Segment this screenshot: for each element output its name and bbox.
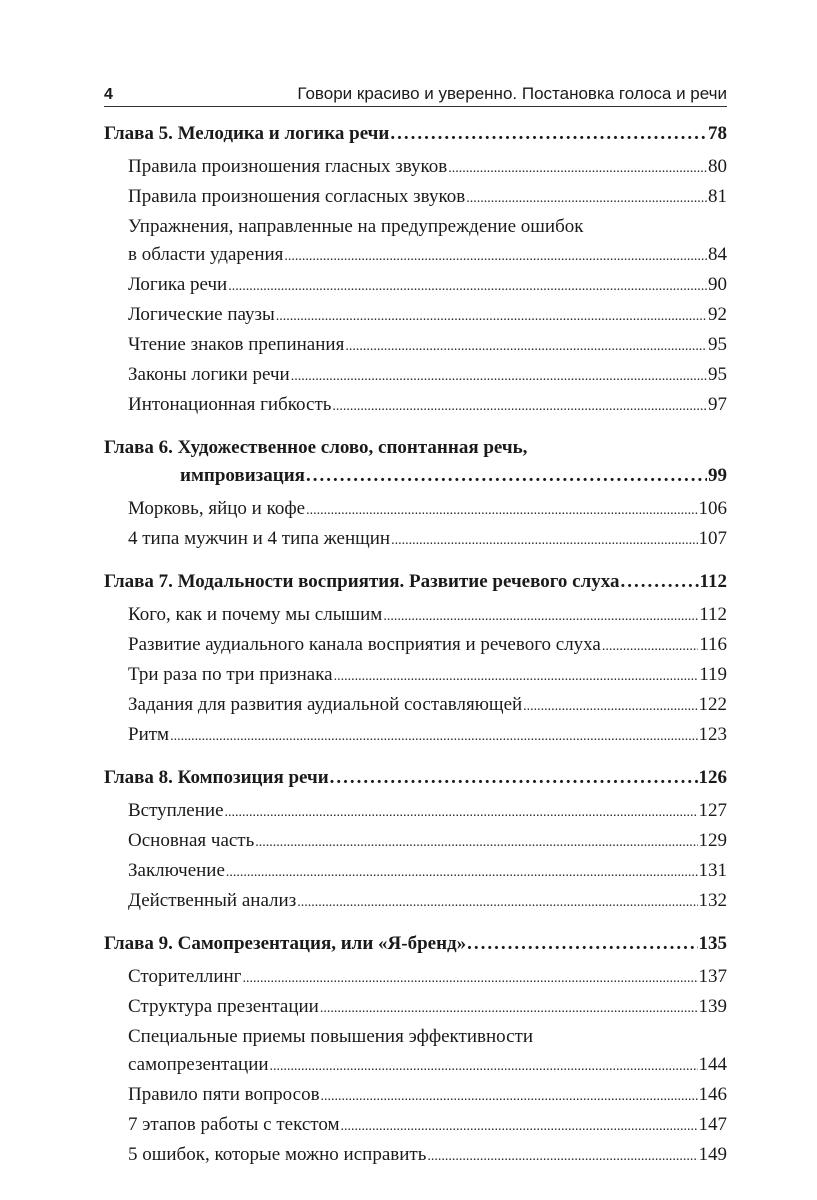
- toc-item[interactable]: [128, 827, 727, 857]
- dot-leader: [306, 497, 697, 525]
- item-page: 116: [699, 634, 727, 655]
- toc-item[interactable]: [128, 691, 727, 721]
- dot-leader: [255, 829, 697, 857]
- header-rule: [104, 106, 727, 107]
- item-page: 119: [699, 664, 727, 685]
- dot-leader: [306, 462, 707, 490]
- item-page: 107: [698, 528, 727, 549]
- dot-leader: [321, 1083, 698, 1111]
- item-title: Сторителлинг: [128, 966, 242, 987]
- item-page: 90: [708, 274, 727, 295]
- item-title: Законы логики речи: [128, 364, 290, 385]
- dot-leader: [242, 965, 697, 993]
- dot-leader: [467, 930, 697, 958]
- toc-item[interactable]: [128, 601, 727, 631]
- dot-leader: [228, 273, 707, 301]
- item-page: 146: [698, 1084, 727, 1105]
- chapter-title: Глава 9. Самопрезентация, или «Я-бренд»: [104, 933, 467, 954]
- toc-item[interactable]: [128, 331, 727, 361]
- dot-leader: [620, 568, 698, 596]
- item-title: 5 ошибок, которые можно исправить: [128, 1144, 427, 1165]
- chapter-title: Глава 8. Композиция речи: [104, 767, 329, 788]
- chapter-page: 135: [698, 933, 727, 954]
- toc-item[interactable]: [128, 391, 727, 421]
- dot-leader: [341, 1113, 698, 1141]
- item-page: 149: [698, 1144, 727, 1165]
- dot-leader: [448, 155, 707, 183]
- item-page: 81: [708, 186, 727, 207]
- item-title: 4 типа мужчин и 4 типа женщин: [128, 528, 391, 549]
- dot-leader: [225, 799, 698, 827]
- item-title: Правила произношения согласных звуков: [128, 186, 466, 207]
- dot-leader: [270, 1053, 698, 1081]
- toc-item[interactable]: [128, 153, 727, 183]
- item-title: Правило пяти вопросов: [128, 1084, 320, 1105]
- dot-leader: [297, 889, 697, 917]
- chapter-title: Глава 5. Мелодика и логика речи: [104, 123, 390, 144]
- toc-chapter-8[interactable]: [104, 764, 727, 792]
- chapter-title: Глава 7. Модальности восприятия. Развитие речевого слуха: [104, 571, 620, 592]
- item-page: 127: [698, 800, 727, 821]
- item-title: Структура презентации: [128, 996, 319, 1017]
- toc-item[interactable]: [128, 271, 727, 301]
- item-title: Логические паузы: [128, 304, 275, 325]
- item-page: 80: [708, 156, 727, 177]
- item-page: 95: [708, 364, 727, 385]
- toc-chapter-5[interactable]: [104, 120, 727, 148]
- item-page: 122: [698, 694, 727, 715]
- dot-leader: [320, 995, 698, 1023]
- item-title-line1: Специальные приемы повышения эффективности: [128, 1026, 534, 1047]
- dot-leader: [345, 333, 707, 361]
- item-title: 7 этапов работы с текстом: [128, 1114, 340, 1135]
- item-title: Заключение: [128, 860, 225, 881]
- page-number: 4: [104, 86, 113, 103]
- item-title: Морковь, яйцо и кофе: [128, 498, 306, 519]
- toc-item[interactable]: [128, 495, 727, 525]
- dot-leader: [332, 393, 707, 421]
- item-page: 97: [708, 394, 727, 415]
- item-page: 123: [698, 724, 727, 745]
- item-title: Вступление: [128, 800, 224, 821]
- toc-chapter-7[interactable]: [104, 568, 727, 596]
- item-title: Задания для развития аудиальной составляющей: [128, 694, 523, 715]
- dot-leader: [390, 120, 707, 148]
- dot-leader: [427, 1143, 697, 1171]
- item-title: в области ударения: [128, 244, 284, 265]
- item-page: 147: [698, 1114, 727, 1135]
- toc-item[interactable]: [128, 661, 727, 691]
- item-page: 129: [698, 830, 727, 851]
- item-page: 84: [708, 244, 727, 265]
- toc-item[interactable]: [128, 1023, 727, 1081]
- toc-item[interactable]: [128, 797, 727, 827]
- running-header: [104, 80, 727, 104]
- dot-leader: [334, 663, 699, 691]
- item-title: Развитие аудиального канала восприятия и речевого слуха: [128, 634, 601, 655]
- chapter-title-line1: Глава 6. Художественное слово, спонтанная речь,: [104, 437, 528, 458]
- item-title: Действенный анализ: [128, 890, 297, 911]
- item-page: 137: [698, 966, 727, 987]
- toc-item[interactable]: [128, 1081, 727, 1111]
- dot-leader: [284, 243, 707, 271]
- item-page: 112: [699, 604, 727, 625]
- toc-chapter-6[interactable]: [104, 434, 727, 490]
- toc-item[interactable]: [128, 721, 727, 751]
- toc-item[interactable]: [128, 963, 727, 993]
- item-title-line1: Упражнения, направленные на предупреждение ошибок: [128, 216, 584, 237]
- item-title: Правила произношения гласных звуков: [128, 156, 448, 177]
- toc-item[interactable]: [128, 1141, 727, 1171]
- item-page: 95: [708, 334, 727, 355]
- chapter-page: 112: [699, 571, 727, 592]
- toc-item[interactable]: [128, 183, 727, 213]
- item-page: 92: [708, 304, 727, 325]
- dot-leader: [170, 723, 697, 751]
- toc-item[interactable]: [128, 993, 727, 1023]
- item-page: 131: [698, 860, 727, 881]
- item-page: 144: [698, 1054, 727, 1075]
- dot-leader: [226, 859, 698, 887]
- toc-item[interactable]: [128, 887, 727, 917]
- item-title: Интонационная гибкость: [128, 394, 332, 415]
- chapter-page: 126: [698, 767, 727, 788]
- item-title: Чтение знаков препинания: [128, 334, 345, 355]
- toc-item[interactable]: [128, 857, 727, 887]
- item-title: Основная часть: [128, 830, 255, 851]
- item-title: самопрезентации: [128, 1054, 269, 1075]
- dot-leader: [523, 693, 697, 721]
- item-page: 106: [698, 498, 727, 519]
- item-title: Три раза по три признака: [128, 664, 333, 685]
- dot-leader: [602, 633, 698, 661]
- toc-item[interactable]: [128, 301, 727, 331]
- dot-leader: [276, 303, 707, 331]
- dot-leader: [291, 363, 707, 391]
- dot-leader: [330, 764, 698, 792]
- chapter-page: 78: [708, 123, 727, 144]
- toc-item[interactable]: [128, 631, 727, 661]
- item-page: 139: [698, 996, 727, 1017]
- toc-chapter-9[interactable]: [104, 930, 727, 958]
- toc-item[interactable]: [128, 213, 727, 271]
- dot-leader: [466, 185, 707, 213]
- table-of-contents: [104, 120, 727, 1171]
- toc-item[interactable]: [128, 361, 727, 391]
- toc-item[interactable]: [128, 525, 727, 555]
- chapter-page: 99: [708, 465, 727, 486]
- item-title: Логика речи: [128, 274, 228, 295]
- item-page: 132: [698, 890, 727, 911]
- item-title: Кого, как и почему мы слышим: [128, 604, 383, 625]
- dot-leader: [391, 527, 697, 555]
- toc-item[interactable]: [128, 1111, 727, 1141]
- running-title: Говори красиво и уверенно. Постановка голоса и речи: [297, 84, 727, 103]
- dot-leader: [383, 603, 698, 631]
- item-title: Ритм: [128, 724, 170, 745]
- chapter-title: импровизация: [180, 465, 305, 486]
